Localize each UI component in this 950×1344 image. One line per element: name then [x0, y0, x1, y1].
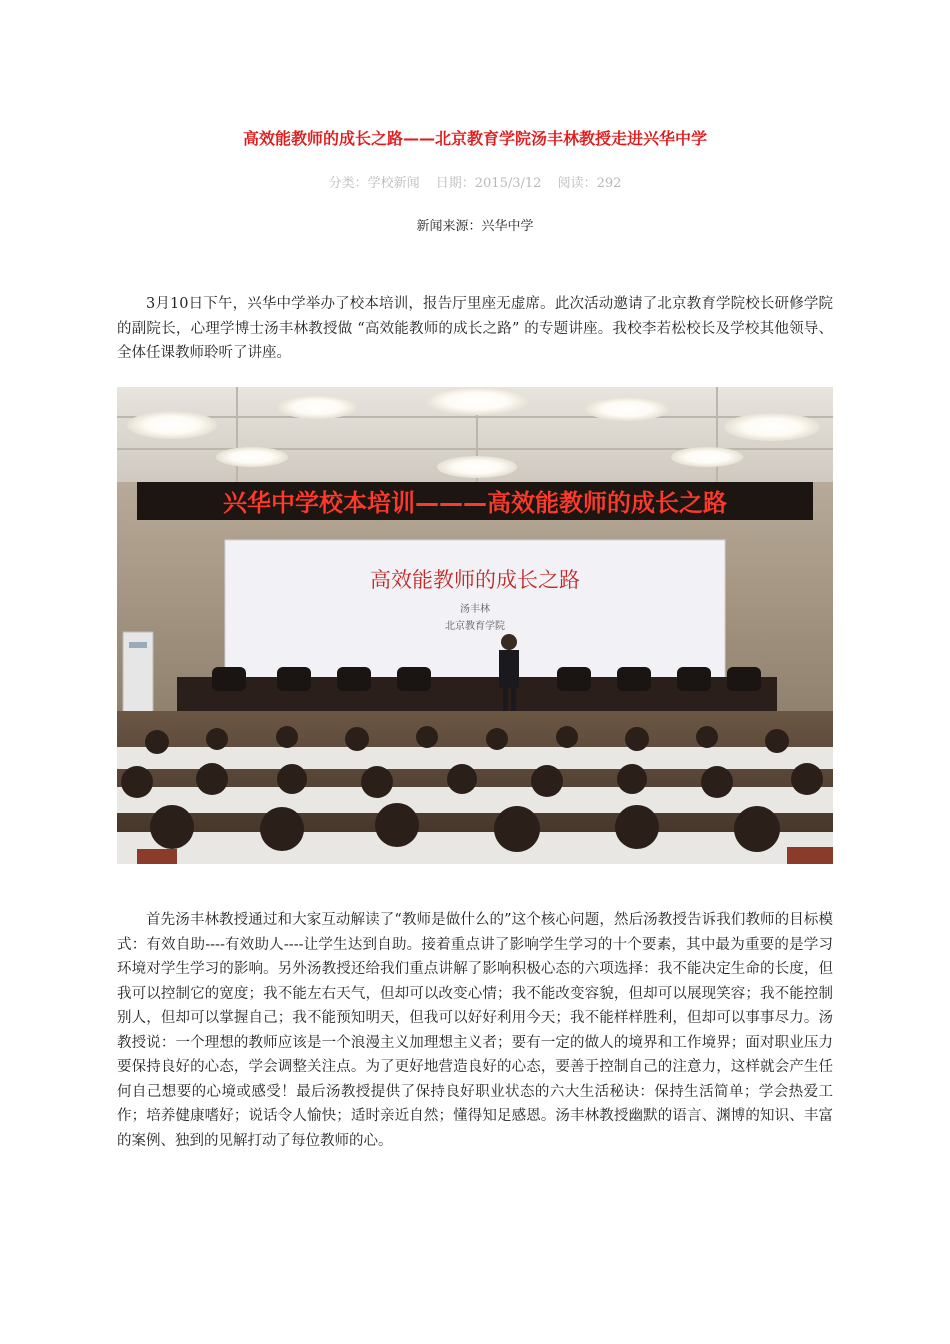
paragraph-intro: 3月10日下午，兴华中学举办了校本培训，报告厅里座无虚席。此次活动邀请了北京教育学院校长研修学院的副院长，心理学博士汤丰林教授做 “高效能教师的成长之路” 的专题讲座。我校李若松校长及学校其他领导、全体任课教师聆听了讲座。 [117, 296, 833, 361]
article-title: 高效能教师的成长之路——北京教育学院汤丰林教授走进兴华中学 [242, 129, 707, 148]
meta-date: 日期：2015/3/12 [435, 176, 542, 191]
banner-text: 兴华中学校本培训———高效能教师的成长之路 [223, 489, 727, 517]
paragraph-body: 首先汤丰林教授通过和大家互动解读了“教师是做什么的”这个核心问题，然后汤教授告诉我们教师的目标模式：有效自助----有效助人----让学生达到自助。接着重点讲了影响学生学习的十个要素，其中最为重要的是学习环境对学生学习的影响。另外汤教授还给我们重点讲解了影响积极心态的六项选择：我不能决定生命的长度，但我可以控制它的宽度；我不能左右天气，但却可以改变心情；我不能改变容貌，但却可以展现笑容；我不能控制别人，但却可以掌握自己；我不能预知明天，但我可以好好利用今天；我不能样样胜利，但却可以事事尽力。汤教授说：一个理想的教师应该是一个浪漫主义加理想主义者；要有一定的做人的境界和工作境界；面对职业压力要保持良好的心态，学会调整关注点。为了更好地营造良好的心态，要善于控制自己的注意力，这样就会产生任何自己想要的心境或感受！最后汤教授提供了保持良好职业状态的六大生活秘诀：保持生活简单；学会热爱工作；培养健康嗜好；说话令人愉快；适时亲近自然；懂得知足感恩。汤丰林教授幽默的语言、渊博的知识、丰富的案例、独到的见解打动了每位教师的心。 [117, 912, 833, 1149]
slide-title: 高效能教师的成长之路 [370, 568, 580, 592]
news-source: 新闻来源：兴华中学 [416, 219, 534, 234]
lecture-photo [117, 387, 833, 864]
slide-org: 北京教育学院 [445, 621, 505, 632]
article-meta [0, 172, 950, 191]
slide-author: 汤丰林 [460, 604, 490, 615]
meta-category: 分类：学校新闻 [328, 176, 420, 191]
meta-reads: 阅读：292 [557, 176, 622, 191]
